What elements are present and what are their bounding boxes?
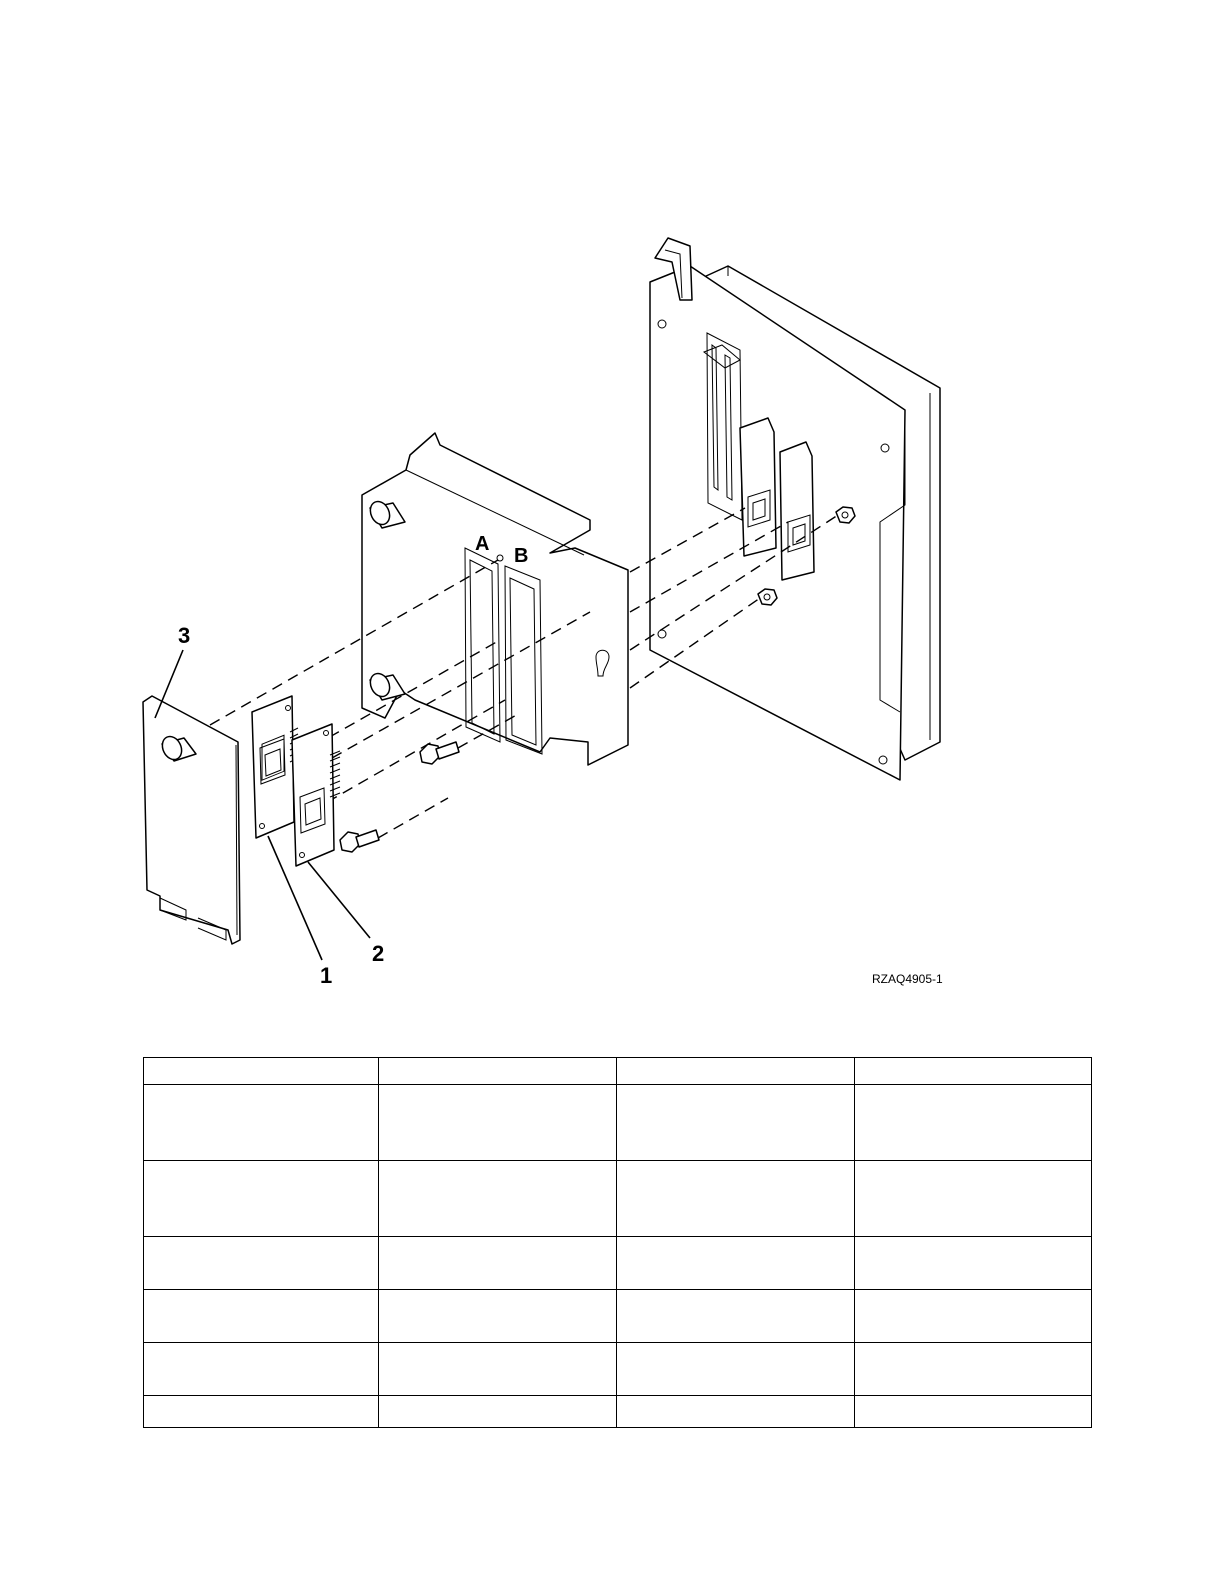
table-cell [617, 1290, 855, 1343]
table-cell [855, 1396, 1092, 1428]
table-cell [617, 1396, 855, 1428]
table-row [144, 1290, 1092, 1343]
table-cell [144, 1290, 379, 1343]
table-row [144, 1343, 1092, 1396]
table-cell [617, 1085, 855, 1161]
card-2 [292, 724, 340, 866]
parts-table [143, 1057, 1092, 1428]
leader-line-2 [308, 862, 370, 938]
callout-1: 1 [320, 963, 333, 988]
table-cell [855, 1058, 1092, 1085]
table-cell [855, 1161, 1092, 1237]
backplane-assembly [650, 238, 940, 780]
figure-id: RZAQ4905-1 [872, 972, 943, 986]
table-cell [855, 1343, 1092, 1396]
part-3-cover-plate [143, 696, 240, 944]
table-cell [379, 1058, 617, 1085]
table-cell [617, 1161, 855, 1237]
table-cell [144, 1161, 379, 1237]
table-row [144, 1237, 1092, 1290]
table-cell [379, 1290, 617, 1343]
table-cell [379, 1085, 617, 1161]
slot-label-a: A [475, 533, 490, 555]
table-cell [855, 1085, 1092, 1161]
screw-lower [340, 830, 379, 852]
table-cell [144, 1237, 379, 1290]
table-cell [617, 1343, 855, 1396]
table-cell [379, 1237, 617, 1290]
callout-3: 3 [178, 623, 191, 648]
table-cell [144, 1343, 379, 1396]
table-cell [379, 1343, 617, 1396]
table-cell [379, 1396, 617, 1428]
table-cell [617, 1058, 855, 1085]
card-1 [252, 696, 298, 838]
table-cell [617, 1237, 855, 1290]
table-row [144, 1161, 1092, 1237]
callout-2: 2 [372, 941, 385, 966]
table-cell [855, 1237, 1092, 1290]
table-cell [144, 1396, 379, 1428]
table-row [144, 1396, 1092, 1428]
table-row [144, 1058, 1092, 1085]
card-cage-plate [362, 433, 628, 765]
table-cell [144, 1058, 379, 1085]
table-row [144, 1085, 1092, 1161]
table-cell [144, 1085, 379, 1161]
table-cell [855, 1290, 1092, 1343]
slot-label-b: B [514, 545, 529, 567]
table-cell [379, 1161, 617, 1237]
